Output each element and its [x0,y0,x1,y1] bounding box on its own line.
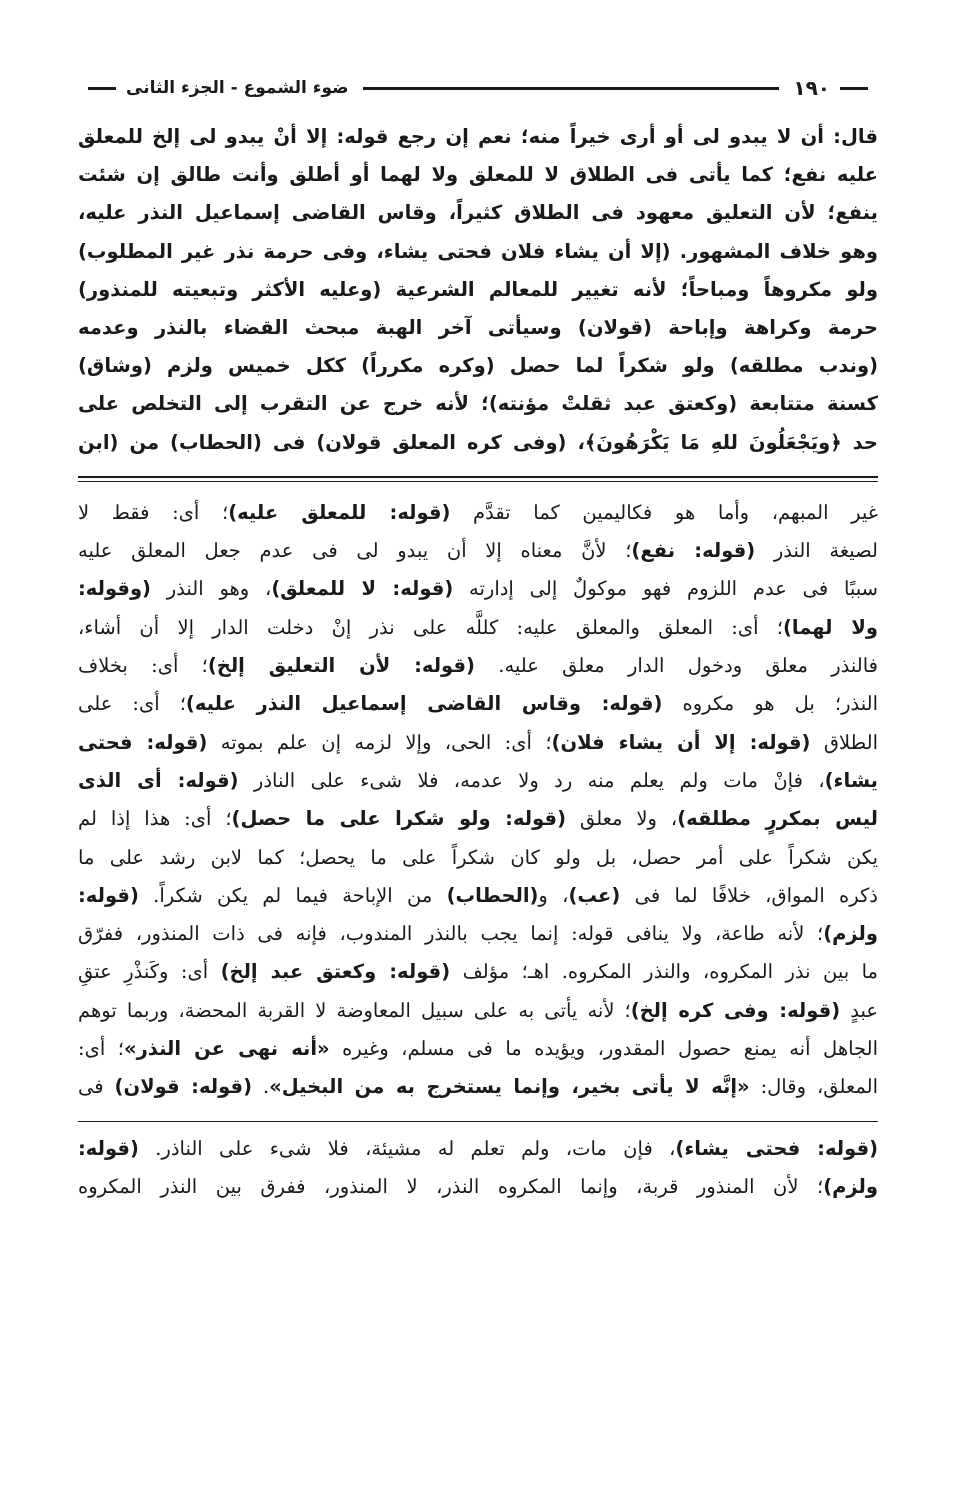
text-run: ما بين نذر المكروه، والنذر المكروه. اهـ؛ مؤلف [450,960,878,984]
header-dash [88,87,116,90]
commentary-line [78,647,878,685]
text-run: لصيغة النذر [755,539,878,563]
quoted-lemma: «أنه نهى عن النذر» [123,1036,330,1060]
commentary-separator [78,476,878,482]
main-text-line: قال: أن لا يبدو لى أو أرى خيراً منه؛ نعم إن رجع قوله: إلا أنْ يبدو لى إلخ للمعلق [78,125,878,148]
main-text-line: حرمة وكراهة وإباحة (قولان) وسيأتى آخر الهبة مبحث القضاء بالنذر وعدمه [78,316,878,340]
main-text [78,118,878,462]
text-run: الطلاق [810,730,878,754]
text-run: ، و [538,883,569,907]
text-run: ؛ أى: هذا إذا لم [78,807,232,831]
header-dash [840,87,868,90]
main-text-line: ولو مكروهاً ومباحاً؛ لأنه تغيير للمعالم الشرعية (وعليه الأكثر وتبعيته للمنذور) [78,277,878,301]
text-run: . [252,1075,270,1099]
quoted-lemma: ولزم) [823,1174,878,1198]
commentary-line [78,953,878,991]
text-run: ؛ لأنه طاعة، ولا ينافى قوله: إنما يجب بالنذر المندوب، فإنه فى ذات المنذور، ففرّق [78,922,824,946]
commentary-line [78,1068,878,1106]
quoted-lemma: (قوله: إلا أن يشاء فلان) [551,730,811,754]
main-text-line: حد ﴿ويَجْعَلُونَ للهِ مَا يَكْرَهُونَ﴾، (وفى كره المعلق قولان) فى (الحطاب) من (ابن [78,430,878,454]
quoted-lemma: (الحطاب) [446,883,539,907]
commentary-line [78,494,878,532]
quoted-lemma: (قوله: قولان) [114,1075,252,1099]
text-run: ، ولا معلق [566,807,678,831]
footnote-line [78,1168,878,1206]
quoted-lemma: يشاء) [824,768,878,792]
text-run: عبدٍ [840,998,878,1022]
text-run: ؛ أى: بخلاف [78,654,208,678]
text-run: ذكره المواق، خلافًا لما فى [620,883,878,907]
commentary-line [78,800,878,838]
commentary-line [78,685,878,723]
book-page [78,70,878,1206]
commentary-line [78,609,878,647]
quoted-lemma: ليس بمكررٍ مطلقه) [677,807,878,831]
text-run: ؛ أى: فقط لا [78,500,229,524]
quoted-lemma: (وقوله: [78,577,151,601]
text-run: يكن شكراً على أمر حصل، بل ولو كان شكراً على ما يحصل؛ كما لابن رشد على ما [78,845,878,869]
quoted-lemma: (قوله: [78,883,139,907]
quoted-lemma: (قوله: لا للمعلق) [271,577,454,601]
text-run: ؛ لأنه يأتى به على سبيل المعاوضة لا القربة المحضة، وربما توهم [78,998,631,1022]
text-run: ؛ أى: على [78,692,186,716]
footnote-text [78,1130,878,1206]
text-run: ؛ لأنَّ معناه إلا أن يبدو لى فى عدم جعل المعلق عليه [78,539,632,563]
quoted-lemma: (قوله: وفى كره إلخ) [630,998,841,1022]
main-text-line: ينفع؛ لأن التعليق معهود فى الطلاق كثيراً، وقاس القاضى إسماعيل النذر عليه، [78,201,878,225]
text-run: ، فإن مات، ولم تعلم له مشيئة، فلا شىء على الناذر. [138,1136,676,1160]
quoted-lemma: (قوله: وكعتق عبد إلخ) [220,960,451,984]
quoted-lemma: (قوله: نفع) [631,539,756,563]
commentary-text [78,494,878,1107]
running-header [78,70,878,106]
main-text-line: كسنة متتابعة (وكعتق عبد ثقلتْ مؤنته)؛ لأنه خرج عن التقرب إلى التخلص على [78,392,878,416]
text-run: ؛ لأن المنذور قربة، وإنما المكروه النذر، لا المنذور، ففرق بين النذر المكروه [78,1174,824,1198]
commentary-line [78,915,878,953]
text-run: المعلق، وقال: [749,1075,878,1099]
text-run: النذر؛ بل هو مكروه [662,692,878,716]
quoted-lemma: ولزم) [823,922,878,946]
text-run: فى [78,1075,115,1099]
quoted-lemma: (عب) [568,883,621,907]
commentary-line [78,839,878,877]
commentary-line [78,570,878,608]
text-run: من الإباحة فيما لم يكن شكراً. [138,883,447,907]
quoted-lemma: (قوله: [78,1136,139,1160]
text-run: ، وهو النذر [150,577,272,601]
text-run: ، فإنْ مات ولم يعلم منه رد ولا عدمه، فلا شىء على الناذر [238,768,825,792]
header-rule [363,87,780,90]
main-text-line: وهو خلاف المشهور. (إلا أن يشاء فلان فحتى يشاء، وفى حرمة نذر غير المطلوب) [78,239,878,263]
commentary-line [78,762,878,800]
commentary-line [78,724,878,762]
commentary-line [78,532,878,570]
commentary-line [78,992,878,1030]
text-run: أى: وكَنذْرِ عتقِ [78,960,221,984]
footnote-separator [78,1121,878,1122]
quoted-lemma: (قوله: لأن التعليق إلخ) [207,654,475,678]
quoted-lemma: (قوله: للمعلق عليه) [228,500,451,524]
footnote-line [78,1130,878,1168]
quoted-lemma: (قوله: أى الذى [78,768,239,792]
text-run: سببًا فى عدم اللزوم فهو موكولٌ إلى إدارته [453,577,878,601]
text-run: فالنذر معلق ودخول الدار معلق عليه. [474,654,878,678]
text-run: الجاهل أنه يمنع حصول المقدور، ويؤيده ما فى مسلم، وغيره [329,1036,878,1060]
running-title: ضوء الشموع - الجزء الثانى [126,78,349,98]
page-number: ١٩٠ [793,76,830,100]
main-text-line: عليه نفع؛ كما يأتى فى الطلاق لا للمعلق ولا لهما أو أطلق وأنت طالق إن شئت [78,163,878,187]
text-run: غير المبهم، وأما هو فكاليمين كما تقدَّم [450,500,878,524]
main-text-line: (وندب مطلقه) ولو شكراً لما حصل (وكره مكرراً) ككل خميس ولزم (وشاق) [78,354,878,378]
text-run: ؛ أى: الحى، وإلا لزمه إن علم بموته [207,730,552,754]
quoted-lemma: (قوله: فحتى يشاء) [675,1136,878,1160]
text-run: ؛ أى: [78,1036,124,1060]
text-run: ؛ أى: المعلق والمعلق عليه: كللَّه على نذر إنْ دخلت الدار إلا أن أشاء، [78,615,783,639]
quoted-lemma: ولا لهما) [782,615,878,639]
quoted-lemma: (قوله: فحتى [78,730,208,754]
quoted-lemma: «إنَّه لا يأتى بخير، وإنما يستخرج به من البخيل» [269,1075,750,1099]
commentary-line [78,877,878,915]
quoted-lemma: (قوله: ولو شكرا على ما حصل) [231,807,566,831]
commentary-line [78,1030,878,1068]
quoted-lemma: (قوله: وقاس القاضى إسماعيل النذر عليه) [185,692,663,716]
